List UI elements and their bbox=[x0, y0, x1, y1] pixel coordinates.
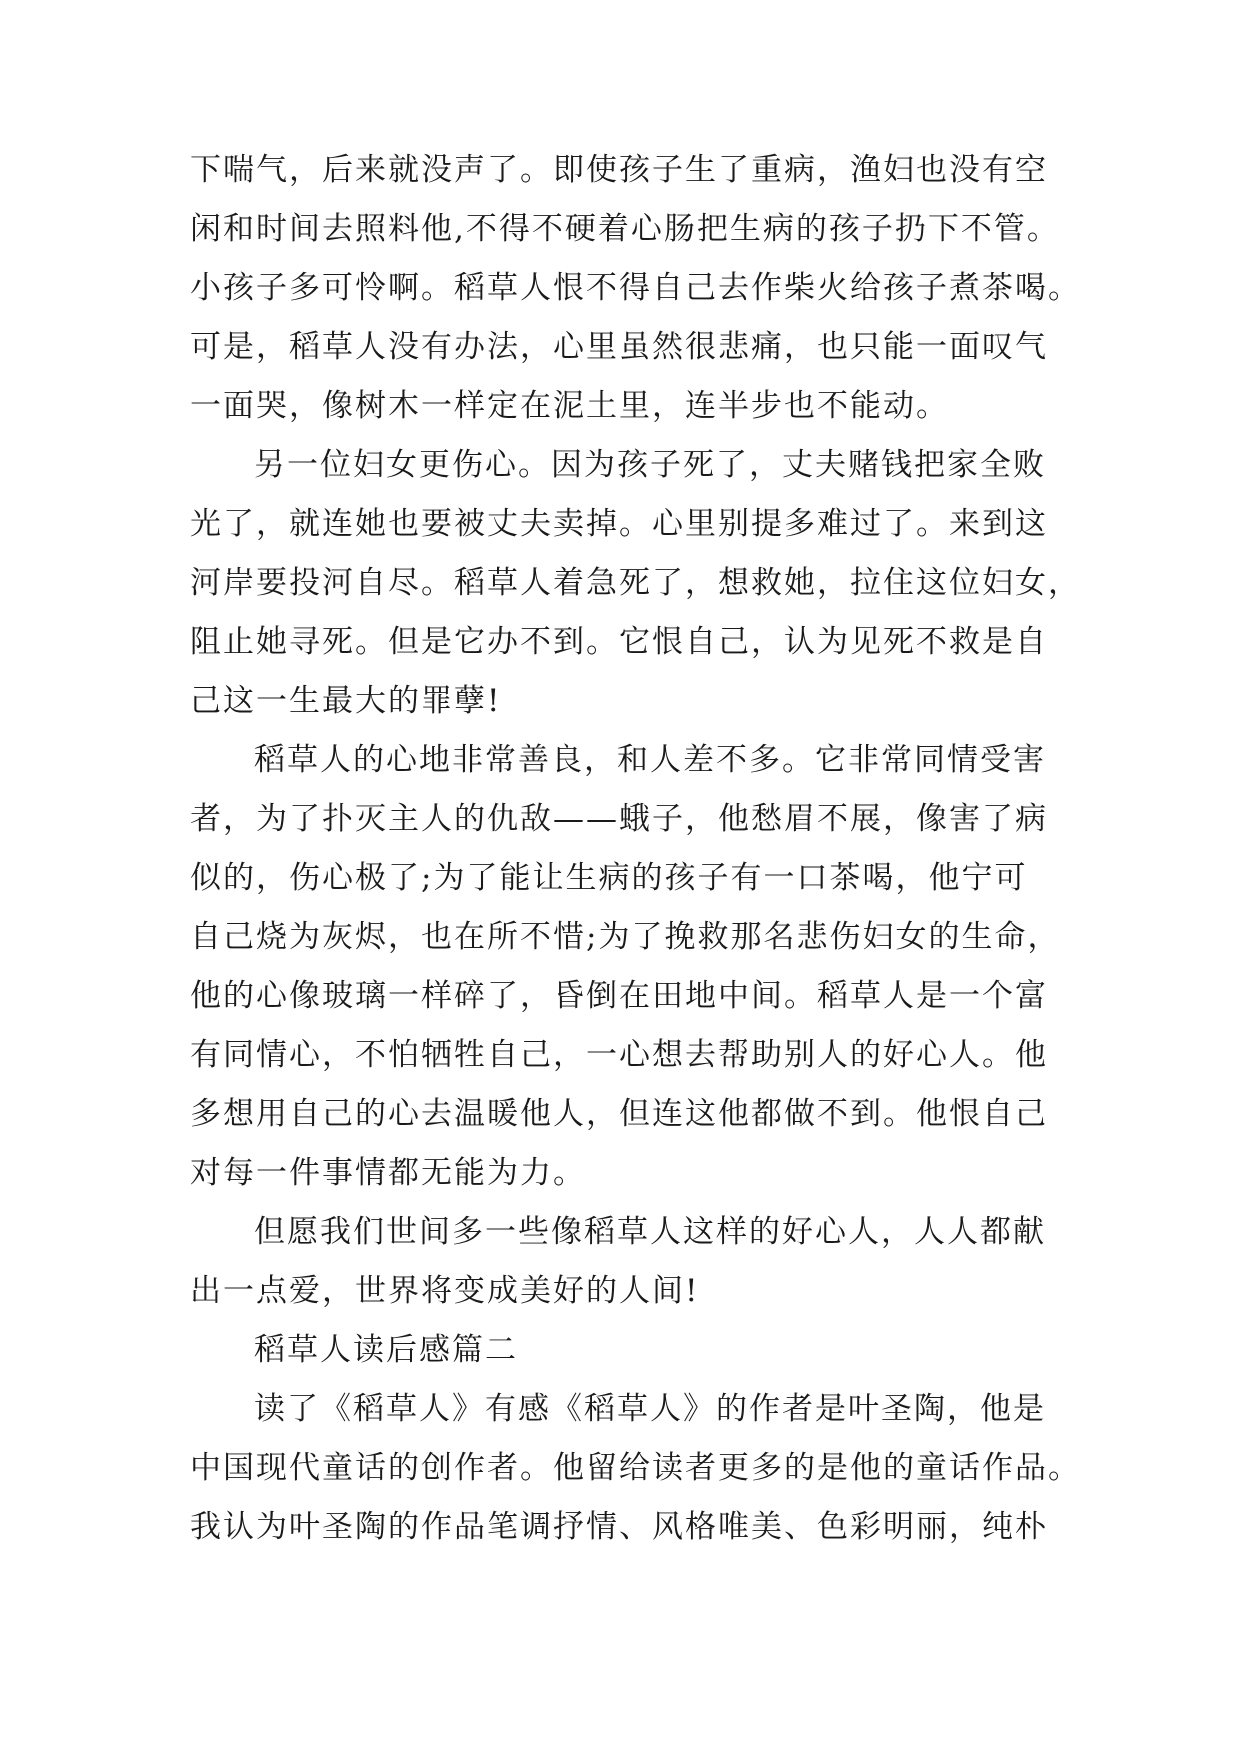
text-line: 中国现代童话的创作者。他留给读者更多的是他的童话作品。 bbox=[190, 1450, 1081, 1486]
paragraph-start-line: 读了《稻草人》有感《稻草人》的作者是叶圣陶，他是 bbox=[254, 1391, 1046, 1427]
text-line: 自己烧为灰烬，也在所不惜;为了挽救那名悲伤妇女的生命， bbox=[190, 919, 1061, 955]
text-line: 对每一件事情都无能为力。 bbox=[190, 1155, 586, 1191]
text-line: 闲和时间去照料他,不得不硬着心肠把生病的孩子扔下不管。 bbox=[190, 211, 1060, 247]
text-line: 河岸要投河自尽。稻草人着急死了，想救她，拉住这位妇女， bbox=[190, 565, 1081, 601]
text-line: 有同情心，不怕牺牲自己，一心想去帮助别人的好心人。他 bbox=[190, 1037, 1048, 1073]
text-line: 出一点爱，世界将变成美好的人间! bbox=[190, 1273, 700, 1309]
paragraph-start-line: 另一位妇女更伤心。因为孩子死了，丈夫赌钱把家全败 bbox=[254, 447, 1046, 483]
text-line: 下喘气，后来就没声了。即使孩子生了重病，渔妇也没有空 bbox=[190, 152, 1048, 188]
text-line: 他的心像玻璃一样碎了，昏倒在田地中间。稻草人是一个富 bbox=[190, 978, 1048, 1014]
paragraph-start-line: 稻草人的心地非常善良，和人差不多。它非常同情受害 bbox=[254, 742, 1046, 778]
text-line: 多想用自己的心去温暖他人，但连这他都做不到。他恨自己 bbox=[190, 1096, 1048, 1132]
text-line: 阻止她寻死。但是它办不到。它恨自己，认为见死不救是自 bbox=[190, 624, 1048, 660]
text-line: 己这一生最大的罪孽! bbox=[190, 683, 502, 719]
text-line: 小孩子多可怜啊。稻草人恨不得自己去作柴火给孩子煮茶喝。 bbox=[190, 270, 1081, 306]
text-line: 者，为了扑灭主人的仇敌——蛾子，他愁眉不展，像害了病 bbox=[190, 801, 1048, 837]
text-line: 一面哭，像树木一样定在泥土里，连半步也不能动。 bbox=[190, 388, 949, 424]
section-heading: 稻草人读后感篇二 bbox=[254, 1332, 518, 1368]
text-line: 似的，伤心极了;为了能让生病的孩子有一口茶喝，他宁可 bbox=[190, 860, 1028, 896]
text-line: 我认为叶圣陶的作品笔调抒情、风格唯美、色彩明丽，纯朴 bbox=[190, 1509, 1048, 1545]
paragraph-start-line: 但愿我们世间多一些像稻草人这样的好心人，人人都献 bbox=[254, 1214, 1046, 1250]
text-line: 可是，稻草人没有办法，心里虽然很悲痛，也只能一面叹气 bbox=[190, 329, 1048, 365]
text-line: 光了，就连她也要被丈夫卖掉。心里别提多难过了。来到这 bbox=[190, 506, 1048, 542]
